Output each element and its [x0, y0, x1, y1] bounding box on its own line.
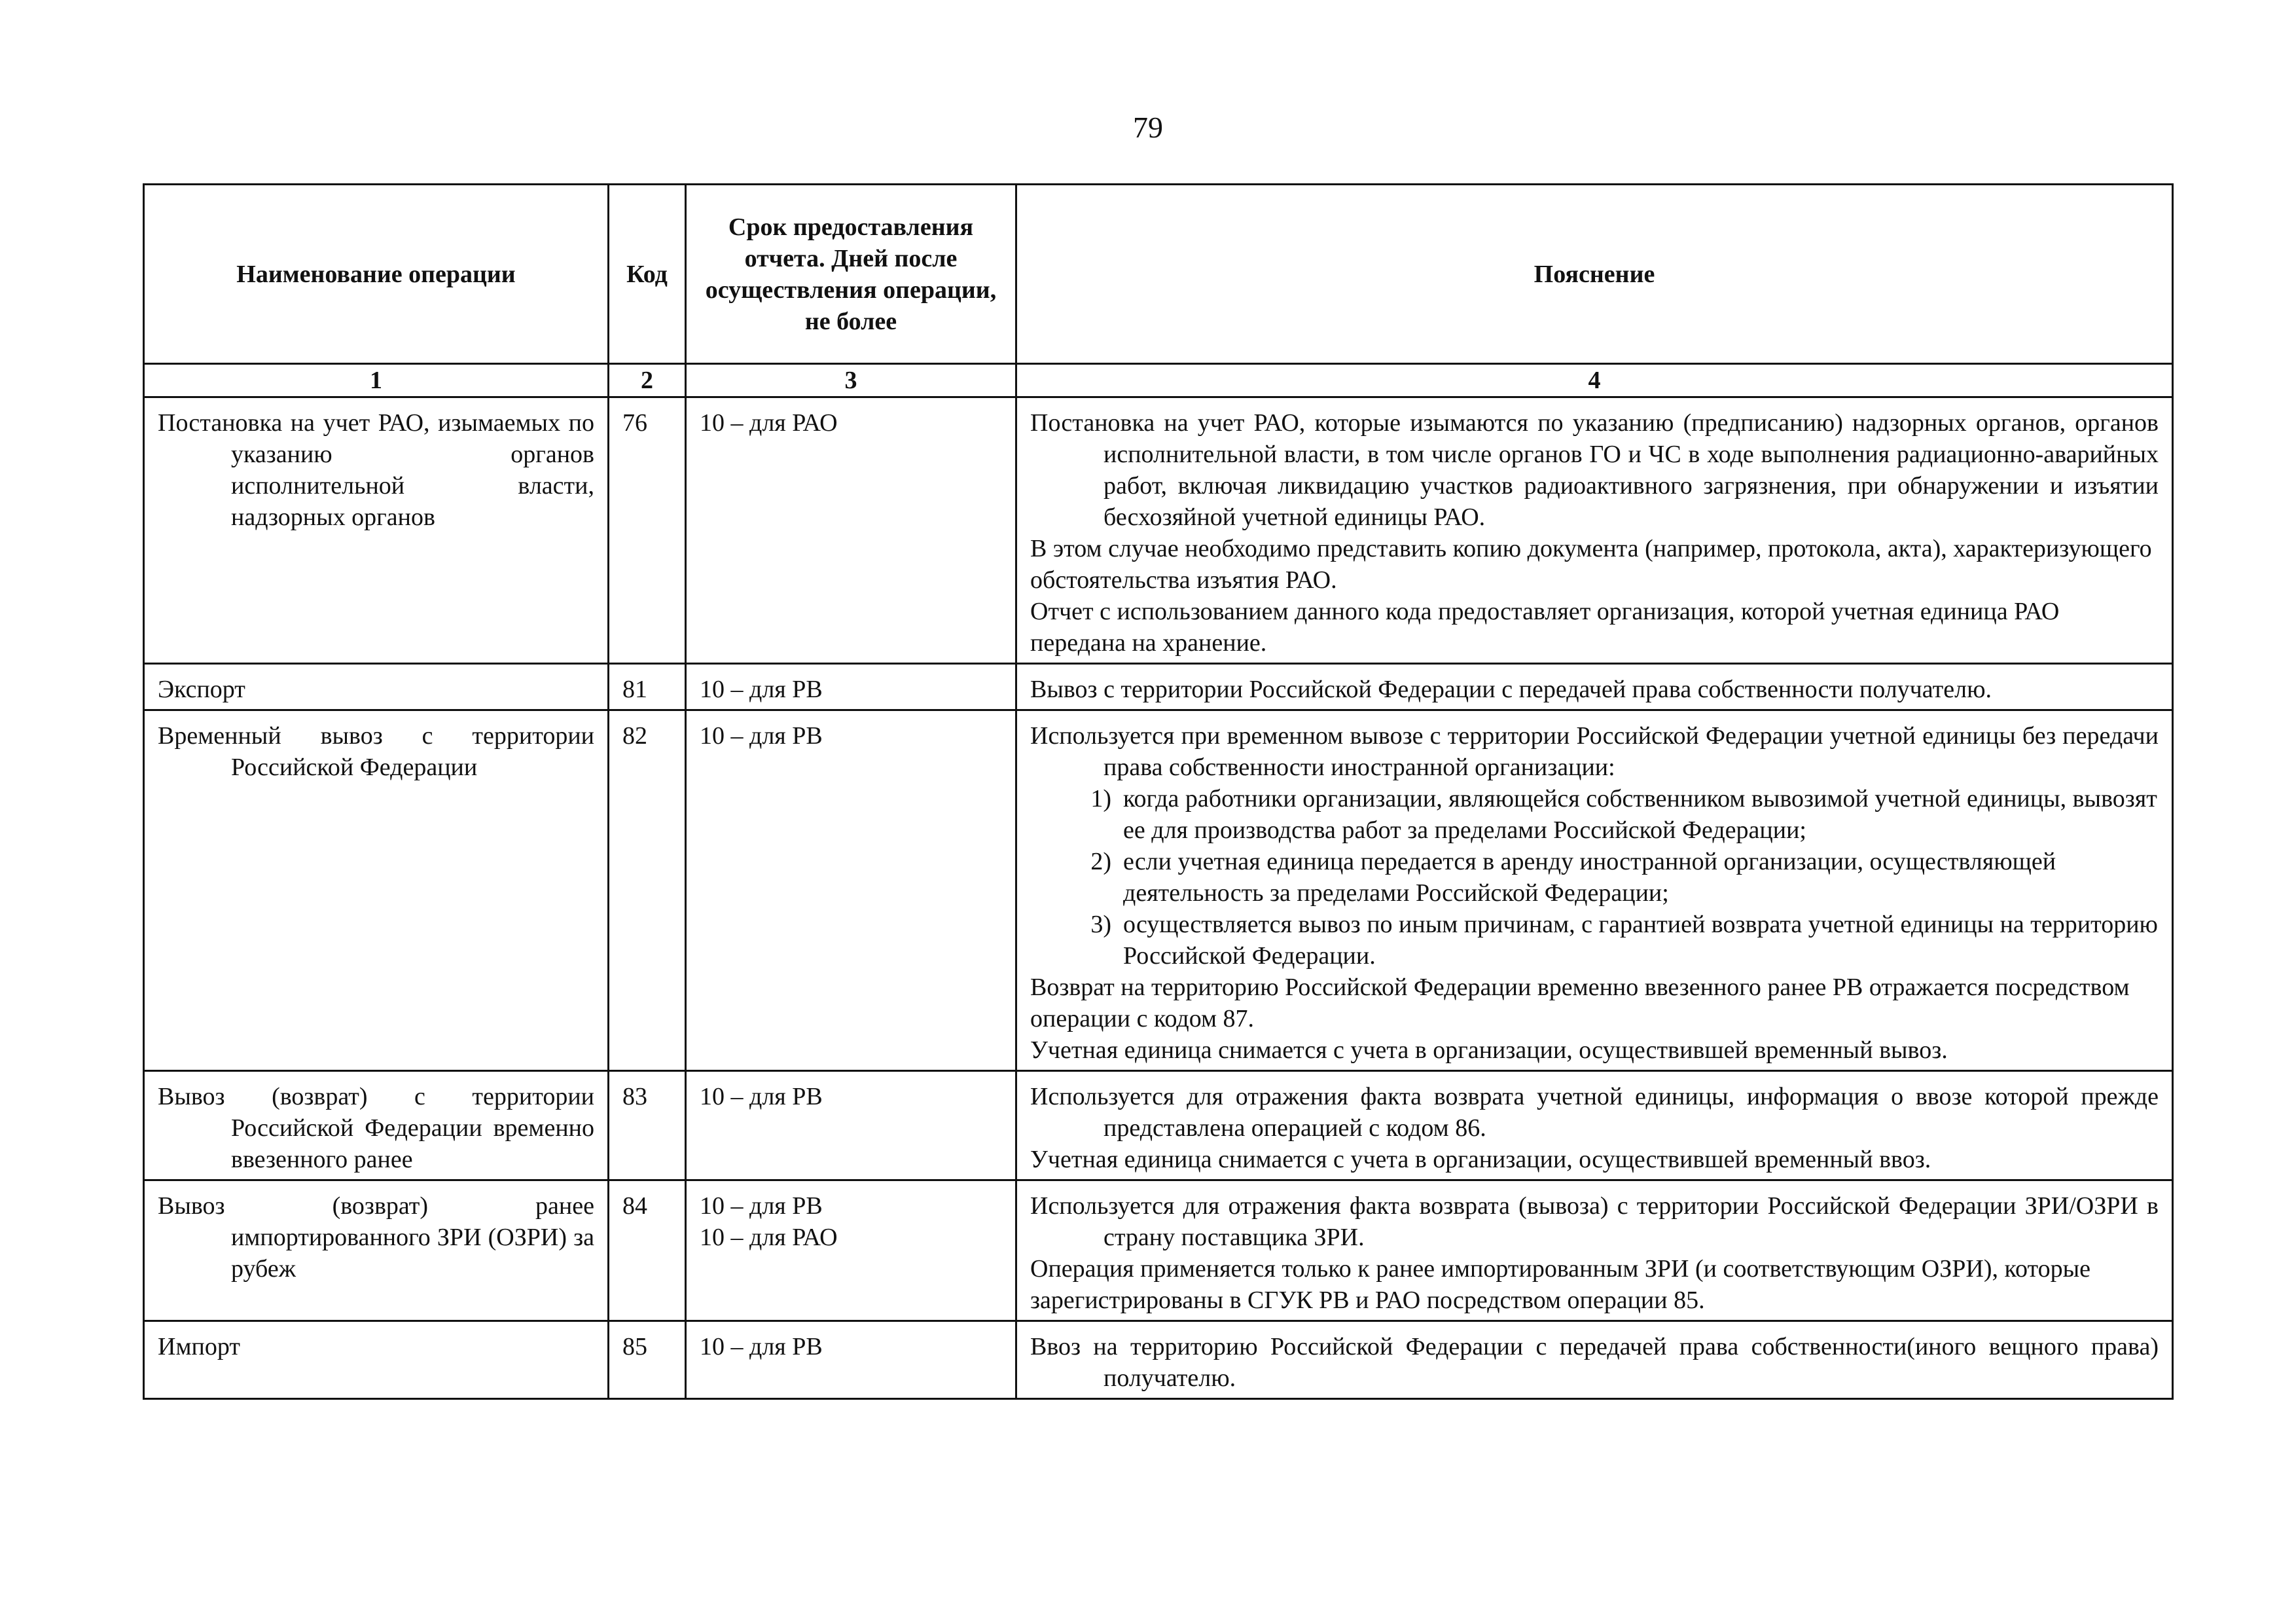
operation-name: Временный вывоз с территории Российской Федерации: [144, 710, 609, 1071]
operation-name: Импорт: [144, 1321, 609, 1399]
explanation: Используется для отражения факта возврата (вывоза) с территории Российской Федерации ЗРИ/ОЗРИ в страну поставщика ЗРИ. Операция применяется только к ранее импортированным ЗРИ (и соответствующим ОЗРИ), которые зарегистрированы в СГУК РВ и РАО посредством операции 85.: [1016, 1180, 2173, 1321]
explanation: Постановка на учет РАО, которые изымаются по указанию (предписанию) надзорных органов, органов исполнительной власти, в том числе органов ГО и ЧС в ходе выполнения радиационно-аварийных работ, включая ликвидацию участков радиоактивного загрязнения, при обнаружении и изъятии бесхозяйной учетной единицы РАО. В этом случае необходимо представить копию документа (например, протокола, акта), характеризующего обстоятельства изъятия РАО. Отчет с использованием данного кода предоставляет организация, которой учетная единица РАО передана на хранение.: [1016, 397, 2173, 664]
explanation: Используется при временном вывозе с территории Российской Федерации учетной единицы без передачи права собственности иностранной организации: 1) когда работники организации, являющейся собственником вывозимой учетной единицы, вывозят ее для производства работ за пределами Российской Федерации; 2) если учетная единица передается в аренду иностранной организации, осуществляющей деятельность за пределами Российской Федерации; 3) осуществляется вывоз по иным причинам, с гарантией возврата учетной единицы на территорию Российской Федерации. Возврат на территорию Российской Федерации временно ввезенного ранее РВ отражается посредством операции с кодом 87. Учетная единица снимается с учета в организации, осуществившей временный вывоз.: [1016, 710, 2173, 1071]
operation-name: Вывоз (возврат) с территории Российской Федерации временно ввезенного ранее: [144, 1071, 609, 1180]
operation-code: 81: [609, 664, 686, 710]
report-term: 10 – для РВ: [686, 1321, 1016, 1399]
operation-code: 76: [609, 397, 686, 664]
report-term: 10 – для РВ: [686, 710, 1016, 1071]
list-item: 3) осуществляется вывоз по иным причинам, с гарантией возврата учетной единицы на территорию Российской Федерации.: [1090, 911, 2158, 970]
report-term: 10 – для РВ: [686, 1071, 1016, 1180]
table-row: [144, 397, 2173, 664]
operation-code: 82: [609, 710, 686, 1071]
list-item: 1) когда работники организации, являющейся собственником вывозимой учетной единицы, вывозят ее для производства работ за пределами Российской Федерации;: [1090, 785, 2157, 844]
column-number-row: [144, 364, 2173, 397]
column-number: 4: [1016, 364, 2173, 397]
report-term: 10 – для РВ: [686, 664, 1016, 710]
operation-name: Вывоз (возврат) ранее импортированного ЗРИ (ОЗРИ) за рубеж: [144, 1180, 609, 1321]
page-number: 79: [1133, 111, 1163, 144]
operations-table: [143, 183, 2174, 1400]
explanation: Используется для отражения факта возврата учетной единицы, информация о ввозе которой прежде представлена операцией с кодом 86. Учетная единица снимается с учета в организации, осуществившей временный ввоз.: [1016, 1071, 2173, 1180]
operation-code: 83: [609, 1071, 686, 1180]
report-term: 10 – для РВ 10 – для РАО: [686, 1180, 1016, 1321]
operation-name: Постановка на учет РАО, изымаемых по указанию органов исполнительной власти, надзорных органов: [144, 397, 609, 664]
header-operation-name: Наименование операции: [144, 185, 609, 364]
table-row: [144, 710, 2173, 1071]
operation-name: Экспорт: [144, 664, 609, 710]
column-number: 3: [686, 364, 1016, 397]
explanation: Ввоз на территорию Российской Федерации с передачей права собственности(иного вещного права) получателю.: [1016, 1321, 2173, 1399]
table-row: [144, 1071, 2173, 1180]
explanation: Вывоз с территории Российской Федерации с передачей права собственности получателю.: [1016, 664, 2173, 710]
table-row: [144, 664, 2173, 710]
report-term: 10 – для РАО: [686, 397, 1016, 664]
table-row: [144, 1321, 2173, 1399]
header-row: [144, 185, 2173, 364]
column-number: 1: [144, 364, 609, 397]
table-row: [144, 1180, 2173, 1321]
column-number: 2: [609, 364, 686, 397]
list-item: 2) если учетная единица передается в аренду иностранной организации, осуществляющей деятельность за пределами Российской Федерации;: [1090, 848, 2056, 907]
header-code: Код: [609, 185, 686, 364]
header-report-term: Срок предоставления отчета. Дней после осуществления операции, не более: [686, 185, 1016, 364]
header-explanation: Пояснение: [1016, 185, 2173, 364]
operation-code: 85: [609, 1321, 686, 1399]
operation-code: 84: [609, 1180, 686, 1321]
